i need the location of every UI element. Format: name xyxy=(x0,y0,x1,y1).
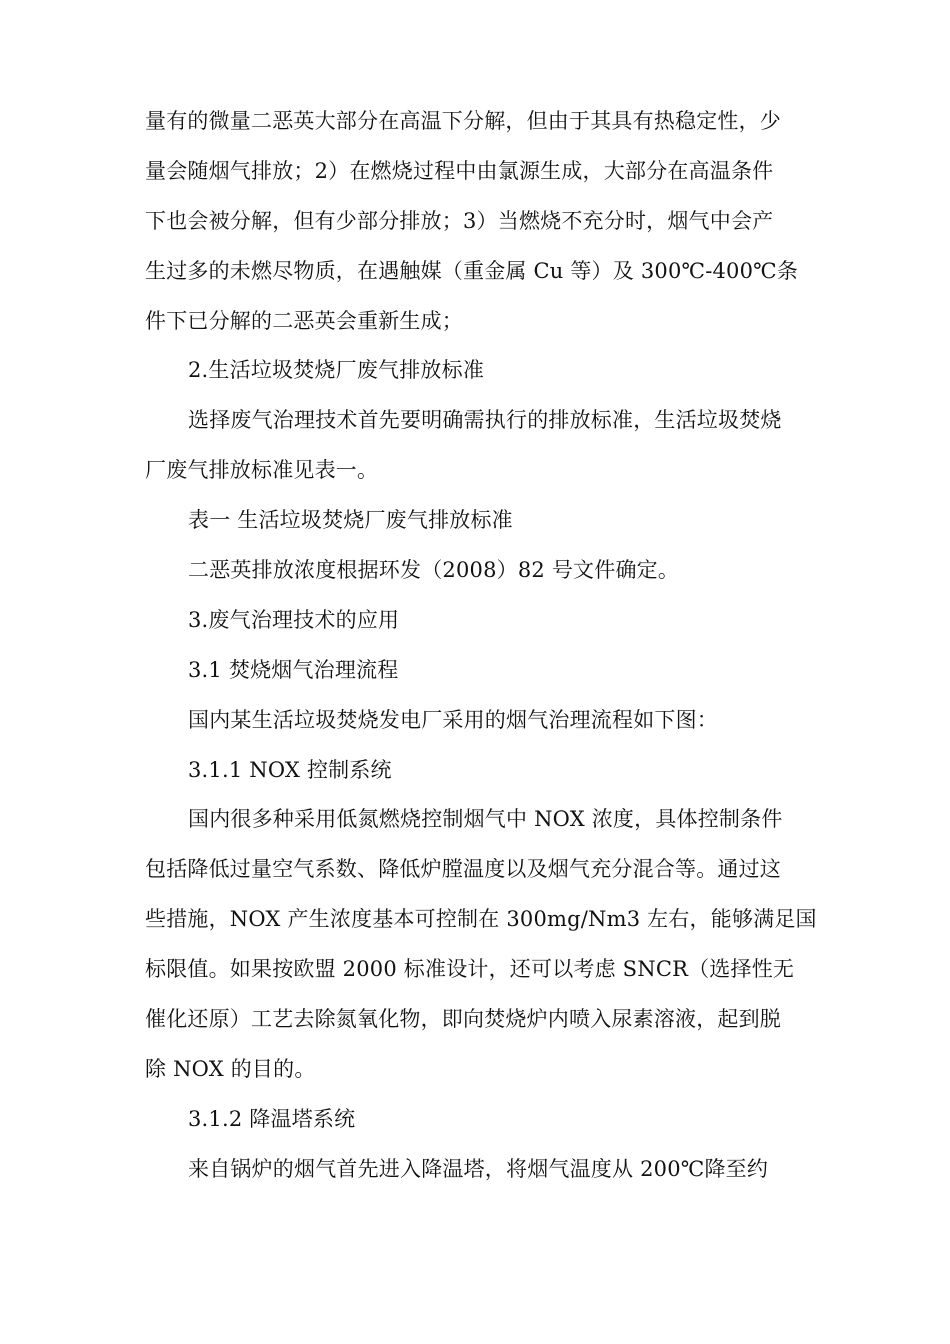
body-text-line: 些措施，NOX 产生浓度基本可控制在 300mg/Nm3 左右，能够满足国 xyxy=(145,907,817,931)
body-text-line: 下也会被分解，但有少部分排放；3）当燃烧不充分时，烟气中会产 xyxy=(145,209,774,233)
body-text-line: 包括降低过量空气系数、降低炉膛温度以及烟气充分混合等。通过这 xyxy=(145,857,781,881)
body-text-line: 生过多的未燃尽物质，在遇触媒（重金属 Cu 等）及 300℃-400℃条 xyxy=(145,259,799,283)
body-text-line: 来自锅炉的烟气首先进入降温塔，将烟气温度从 200℃降至约 xyxy=(188,1157,769,1181)
body-text-line: 厂废气排放标准见表一。 xyxy=(145,458,379,482)
body-text-line: 除 NOX 的目的。 xyxy=(145,1057,316,1081)
section-heading: 2.生活垃圾焚烧厂废气排放标准 xyxy=(188,358,485,382)
body-text-line: 国内很多种采用低氮燃烧控制烟气中 NOX 浓度，具体控制条件 xyxy=(188,807,783,831)
body-text-line: 催化还原）工艺去除氮氧化物，即向焚烧炉内喷入尿素溶液，起到脱 xyxy=(145,1007,781,1031)
body-text-line: 量会随烟气排放；2）在燃烧过程中由氯源生成，大部分在高温条件 xyxy=(145,159,774,183)
subsection-heading: 3.1 焚烧烟气治理流程 xyxy=(188,658,399,682)
body-text-line: 选择废气治理技术首先要明确需执行的排放标准，生活垃圾焚烧 xyxy=(188,408,782,432)
body-text-line: 量有的微量二恶英大部分在高温下分解，但由于其具有热稳定性，少 xyxy=(145,109,781,133)
section-heading: 3.废气治理技术的应用 xyxy=(188,608,400,632)
body-text-line: 二恶英排放浓度根据环发（2008）82 号文件确定。 xyxy=(188,558,680,582)
subsection-heading: 3.1.2 降温塔系统 xyxy=(188,1107,356,1131)
subsection-heading: 3.1.1 NOX 控制系统 xyxy=(188,758,392,782)
body-text-line: 件下已分解的二恶英会重新生成； xyxy=(145,309,463,333)
table-caption: 表一 生活垃圾焚烧厂废气排放标准 xyxy=(188,508,513,532)
body-text-line: 国内某生活垃圾焚烧发电厂采用的烟气治理流程如下图： xyxy=(188,708,718,732)
body-text-line: 标限值。如果按欧盟 2000 标准设计，还可以考虑 SNCR（选择性无 xyxy=(145,957,795,981)
